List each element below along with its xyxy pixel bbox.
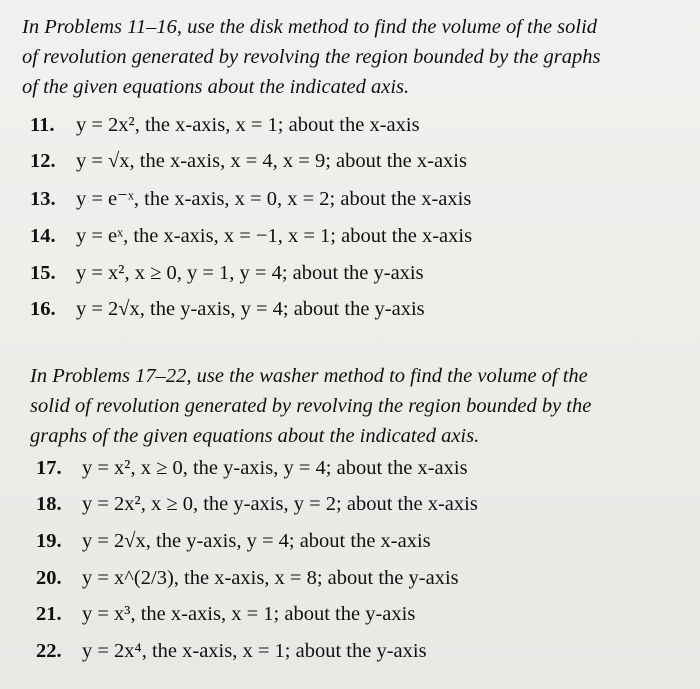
problem-text: y = x³, the x-axis, x = 1; about the y-axis	[82, 603, 416, 625]
problem-17	[36, 453, 468, 483]
problem-text: y = x², x ≥ 0, y = 1, y = 4; about the y-axis	[76, 262, 424, 284]
problem-number: 21.	[36, 603, 62, 625]
problem-number: 14.	[30, 225, 56, 247]
problem-number: 17.	[36, 457, 62, 479]
problem-text: y = 2√x, the y-axis, y = 4; about the y-axis	[76, 298, 425, 320]
problem-number: 16.	[30, 298, 56, 320]
problem-text: y = x^(2/3), the x-axis, x = 8; about the y-axis	[82, 567, 459, 589]
problem-number: 22.	[36, 640, 62, 662]
problem-22	[36, 636, 427, 666]
problem-21	[36, 599, 415, 629]
problem-18	[36, 489, 478, 519]
problem-text: y = 2x², x ≥ 0, the y-axis, y = 2; about the x-axis	[82, 493, 478, 515]
problem-20	[36, 563, 459, 593]
problem-text: y = √x, the x-axis, x = 4, x = 9; about the x-axis	[76, 150, 467, 172]
problem-text: y = x², x ≥ 0, the y-axis, y = 4; about the x-axis	[82, 457, 468, 479]
problem-13	[30, 184, 471, 214]
problem-text: y = e⁻ˣ, the x-axis, x = 0, x = 2; about the x-axis	[76, 188, 472, 210]
problem-14	[30, 221, 472, 251]
instruction-line: In Problems 11–16, use the disk method to find the volume of the solid	[22, 16, 598, 38]
problem-number: 19.	[36, 530, 62, 552]
problem-number: 11.	[30, 114, 55, 136]
problem-number: 13.	[30, 188, 56, 210]
problem-text: y = eˣ, the x-axis, x = −1, x = 1; about the x-axis	[76, 225, 473, 247]
instruction-line: of revolution generated by revolving the region bounded by the graphs	[22, 46, 601, 68]
instruction-line: graphs of the given equations about the indicated axis.	[30, 425, 480, 447]
problem-number: 15.	[30, 262, 56, 284]
disk-method-instructions	[22, 12, 600, 102]
washer-method-instructions	[30, 361, 591, 451]
problem-text: y = 2x⁴, the x-axis, x = 1; about the y-axis	[82, 640, 427, 662]
problem-number: 12.	[30, 150, 56, 172]
instruction-line: solid of revolution generated by revolving the region bounded by the	[30, 395, 592, 417]
problem-12	[30, 146, 467, 176]
problem-text: y = 2√x, the y-axis, y = 4; about the x-axis	[82, 530, 431, 552]
instruction-line: In Problems 17–22, use the washer method to find the volume of the	[30, 365, 588, 387]
instruction-line: of the given equations about the indicated axis.	[22, 76, 410, 98]
problem-number: 20.	[36, 567, 62, 589]
problem-15	[30, 258, 424, 288]
problem-19	[36, 526, 431, 556]
problem-number: 18.	[36, 493, 62, 515]
problem-11	[30, 110, 420, 140]
problem-text: y = 2x², the x-axis, x = 1; about the x-axis	[76, 114, 420, 136]
problem-16	[30, 294, 425, 324]
